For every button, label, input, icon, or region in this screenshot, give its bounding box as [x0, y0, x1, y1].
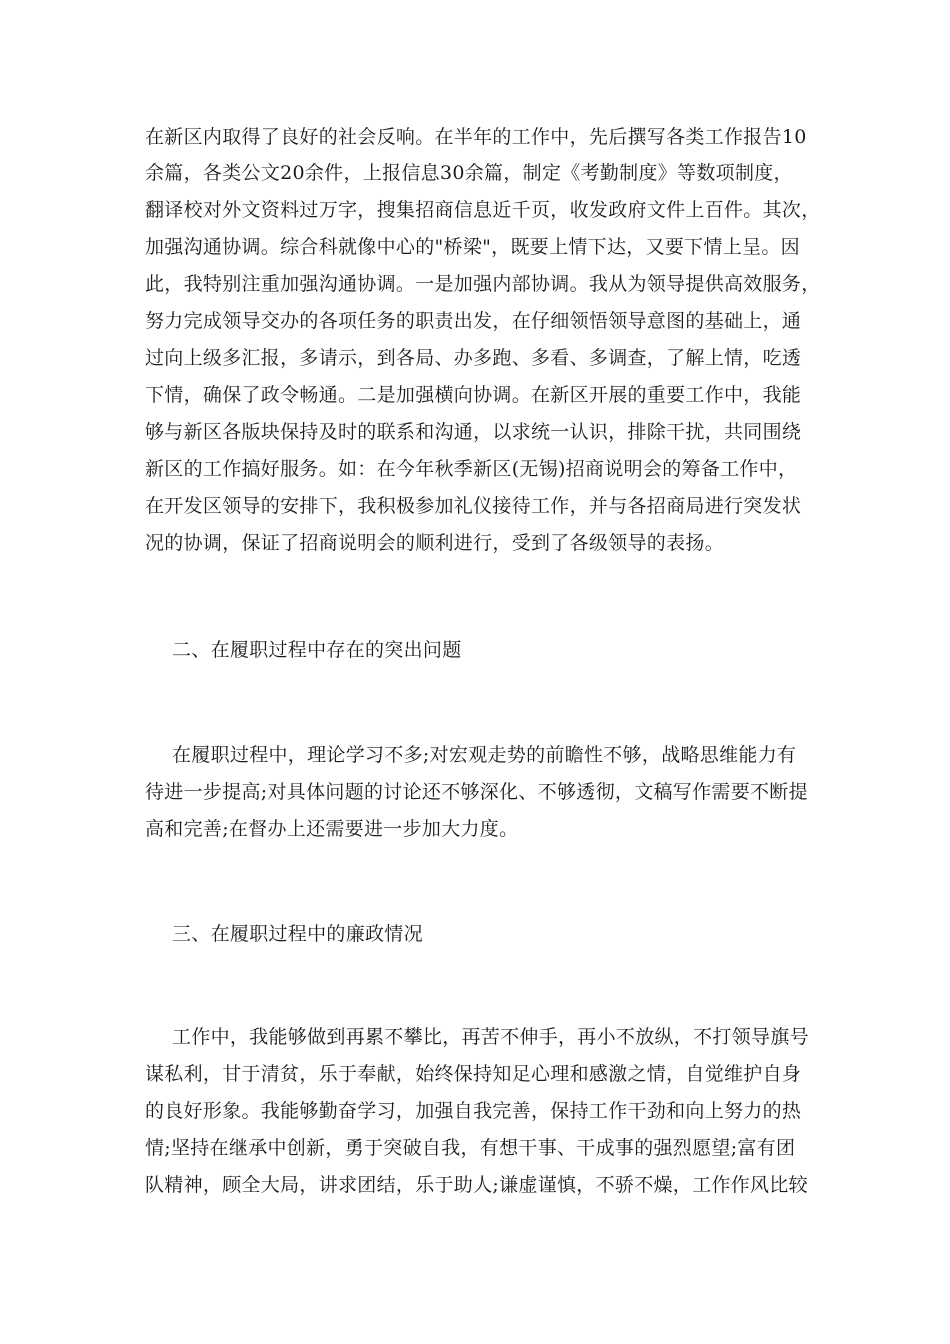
text-line: 够与新区各版块保持及时的联系和沟通，以求统一认识，排除干扰，共同围绕 — [145, 421, 802, 443]
text-line: 下情，确保了政令畅通。二是加强横向协调。在新区开展的重要工作中，我能 — [145, 384, 802, 406]
text-line: 余篇，各类公文20余件，上报信息30余篇，制定《考勤制度》等数项制度， — [145, 162, 793, 184]
text-line: 的良好形象。我能够勤奋学习，加强自我完善，保持工作干劲和向上努力的热 — [145, 1100, 802, 1122]
text-line: 过向上级多汇报，多请示，到各局、办多跑、多看、多调查，了解上情，吃透 — [145, 347, 802, 369]
text-line: 高和完善;在督办上还需要进一步加大力度。 — [145, 818, 519, 840]
text-line: 队精神，顾全大局，讲求团结，乐于助人;谦虚谨慎，不骄不燥，工作作风比较 — [145, 1174, 808, 1196]
section-heading-integrity: 三、在履职过程中的廉政情况 — [172, 923, 423, 945]
text-line: 此，我特别注重加强沟通协调。一是加强内部协调。我从为领导提供高效服务， — [145, 273, 821, 295]
text-line: 待进一步提高;对具体问题的讨论还不够深化、不够透彻，文稿写作需要不断提 — [145, 781, 808, 803]
text-line: 加强沟通协调。综合科就像中心的"桥梁"，既要上情下达，又要下情上呈。因 — [145, 236, 800, 258]
text-line: 工作中，我能够做到再累不攀比，再苦不伸手，再小不放纵，不打领导旗号 — [172, 1026, 809, 1048]
section-heading-problems: 二、在履职过程中存在的突出问题 — [172, 639, 462, 661]
text-line: 在新区内取得了良好的社会反响。在半年的工作中，先后撰写各类工作报告10 — [145, 126, 807, 148]
text-line: 情;坚持在继承中创新，勇于突破自我，有想干事、干成事的强烈愿望;富有团 — [145, 1137, 796, 1159]
text-line: 翻译校对外文资料过万字，搜集招商信息近千页，收发政府文件上百件。其次， — [145, 199, 821, 221]
text-line: 努力完成领导交办的各项任务的职责出发，在仔细领悟领导意图的基础上，通 — [145, 310, 802, 332]
text-line: 谋私利，甘于清贫，乐于奉献，始终保持知足心理和感激之情，自觉维护自身 — [145, 1063, 802, 1085]
text-line: 在履职过程中，理论学习不多;对宏观走势的前瞻性不够，战略思维能力有 — [172, 744, 797, 766]
text-line: 况的协调，保证了招商说明会的顺利进行，受到了各级领导的表扬。 — [145, 532, 725, 554]
text-line: 新区的工作搞好服务。如：在今年秋季新区(无锡)招商说明会的筹备工作中， — [145, 458, 798, 480]
text-line: 在开发区领导的安排下，我积极参加礼仪接待工作，并与各招商局进行突发状 — [145, 495, 802, 517]
